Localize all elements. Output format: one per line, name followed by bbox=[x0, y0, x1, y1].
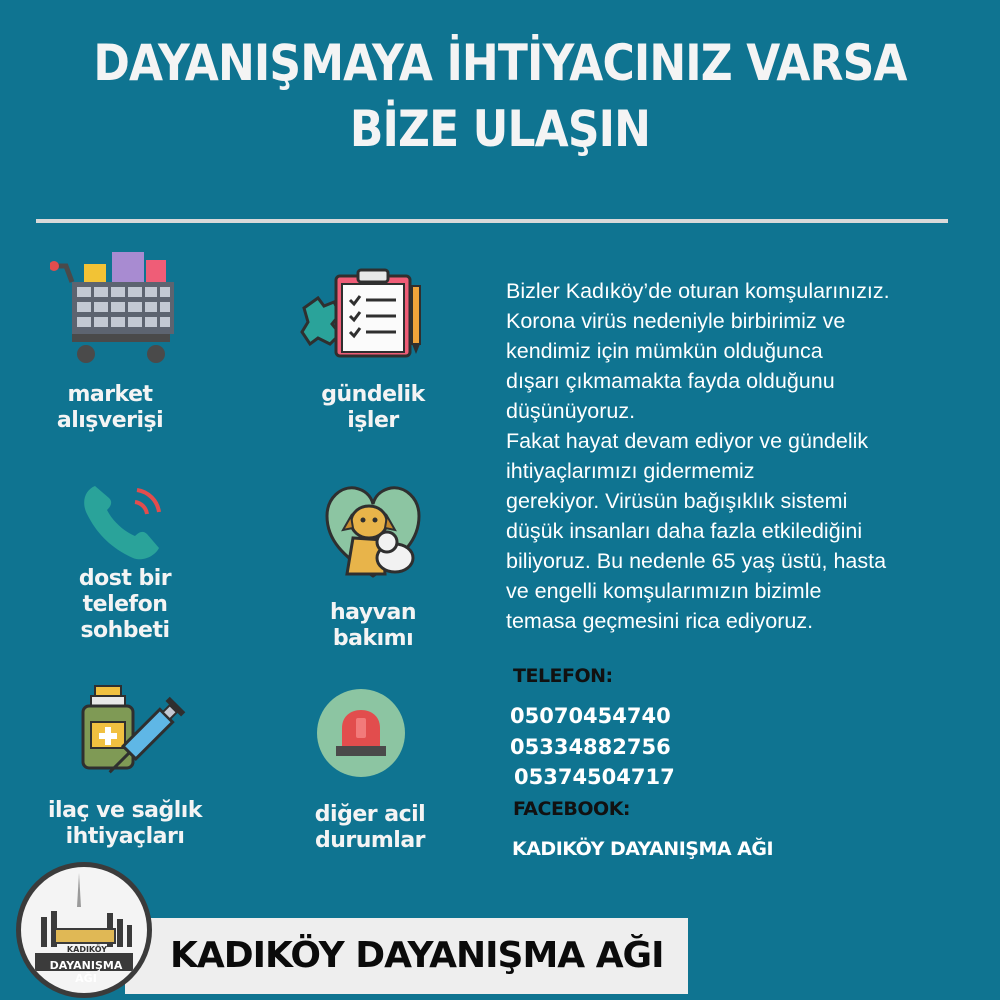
phone-number: 05070454740 bbox=[510, 704, 671, 728]
logo-top-text: KADIKÖY bbox=[66, 945, 108, 954]
phone-icon bbox=[77, 482, 167, 562]
service-market bbox=[20, 250, 200, 440]
phone-number: 05374504717 bbox=[514, 765, 675, 789]
checklist-icon bbox=[298, 268, 428, 358]
service-label: hayvan bakımı bbox=[329, 600, 417, 651]
header-divider bbox=[36, 219, 948, 223]
service-pet-care bbox=[283, 484, 463, 664]
facebook-heading: FACEBOOK: bbox=[513, 798, 631, 820]
shopping-cart-icon bbox=[50, 250, 180, 368]
info-paragraph: Bizler Kadıköy’de oturan komşularınızız. Korona virüs nedeniyle birbirimiz ve kendimiz için mümkün olduğunca dışarı çıkmamakta fayda olduğunu düşünüyoruz. Fakat hayat devam ediyor ve gündelik ihtiyaçlarımızı gidermemiz gerekiyor. Virüsün bağışıklık sistemi düşük insanları daha fazla etkilediğini biliyoruz. Bu nedenle 65 yaş üstü, hasta ve engelli komşularımızın bizimle temasa geçmesini rica ediyoruz. bbox=[506, 279, 890, 633]
facebook-page-name: KADIKÖY DAYANIŞMA AĞI bbox=[512, 838, 774, 860]
siren-icon bbox=[316, 688, 406, 778]
service-label: ilaç ve sağlık ihtiyaçları bbox=[48, 798, 202, 849]
footer-title: KADIKÖY DAYANIŞMA AĞI bbox=[170, 935, 664, 976]
phone-number: 05334882756 bbox=[510, 735, 671, 759]
service-daily-tasks bbox=[283, 268, 463, 448]
service-label: dost bir telefon sohbeti bbox=[78, 566, 172, 643]
page-headline bbox=[60, 30, 940, 162]
phone-heading: TELEFON: bbox=[513, 665, 613, 687]
logo-text: DAYANIŞMA AĞI bbox=[49, 959, 123, 985]
service-label: market alışverişi bbox=[56, 382, 164, 433]
service-emergency bbox=[280, 688, 460, 858]
pets-icon bbox=[323, 484, 423, 584]
service-phone-chat bbox=[35, 482, 215, 672]
service-label: diğer acil durumlar bbox=[314, 802, 426, 853]
organization-logo bbox=[16, 862, 152, 998]
medicine-icon bbox=[75, 682, 190, 787]
headline-line-2: BİZE ULAŞIN bbox=[349, 100, 651, 158]
service-medicine-health bbox=[35, 682, 215, 852]
service-label: gündelik işler bbox=[321, 382, 425, 433]
headline-line-1: DAYANIŞMAYA İHTİYACINIZ VARSA bbox=[93, 34, 907, 92]
